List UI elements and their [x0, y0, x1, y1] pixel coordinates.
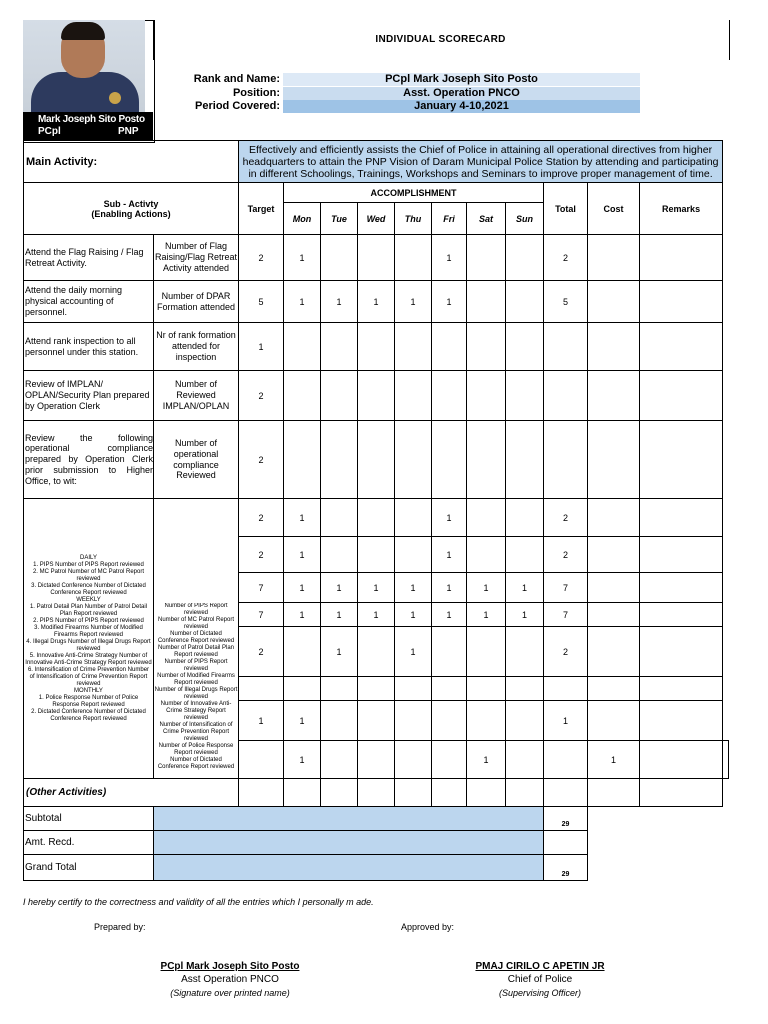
day-cell: 1 [321, 573, 358, 603]
list-item: Number of Patrol Detail Plan Report reviewed [157, 644, 235, 658]
day-cell [395, 701, 432, 741]
day-cell: 1 [284, 537, 321, 573]
table-row [24, 281, 729, 323]
total-cell [544, 677, 588, 701]
day-cell [284, 421, 321, 499]
day-cell [321, 371, 358, 421]
table-row [24, 235, 729, 281]
day-cell: 1 [284, 701, 321, 741]
grand-total-row [24, 855, 729, 881]
rank-name-value: PCpl Mark Joseph Sito Posto [283, 73, 640, 86]
remarks-cell [640, 323, 723, 371]
activity-cell: Attend rank inspection to all personnel under this station. [24, 323, 154, 371]
day-cell [467, 235, 506, 281]
day-cell [506, 281, 544, 323]
day-cell: 1 [467, 573, 506, 603]
day-cell [321, 537, 358, 573]
day-cell: 1 [321, 603, 358, 627]
activity-cell: Attend the Flag Raising / Flag Retreat Activity. [24, 235, 154, 281]
day-cell [358, 701, 395, 741]
target-header: Target [239, 183, 284, 235]
day-cell [321, 421, 358, 499]
amt-row [24, 831, 729, 855]
sub-activity-label: Sub - Activty [103, 198, 159, 209]
day-cell [321, 741, 358, 779]
indicator-cell: Number of Flag Raising/Flag Retreat Activity attended [154, 235, 239, 281]
position-value: Asst. Operation PNCO [283, 87, 640, 100]
amt-value [544, 831, 588, 855]
grand-total-fill [154, 855, 544, 881]
day-cell [358, 371, 395, 421]
scorecard-table [23, 140, 729, 881]
day-cell: 1 [432, 235, 467, 281]
remarks-cell [723, 741, 729, 779]
list-item: 2. MC Patrol Number of MC Patrol Report reviewed [32, 568, 145, 582]
preparer-position: Asst Operation PNCO [181, 974, 279, 985]
target-cell: 2 [239, 235, 284, 281]
remarks-cell [640, 603, 723, 627]
list-item: 1. Police Response Number of Police Response Report reviewed [38, 694, 139, 708]
total-cell: 2 [544, 235, 588, 281]
day-cell: 1 [395, 627, 432, 677]
list-item: 1. PIPS Number of PIPS Report reviewed [33, 561, 144, 568]
list-item: Number of PIPS Report reviewed [164, 658, 228, 672]
day-cell [506, 701, 544, 741]
indicator-cell [239, 741, 284, 779]
accomplishment-header: ACCOMPLISHMENT [284, 183, 544, 203]
target-cell: 2 [239, 499, 284, 537]
table-row [24, 499, 729, 537]
day-cell [284, 323, 321, 371]
subtotal-label: Subtotal [24, 807, 154, 831]
day-cell: 1 [284, 281, 321, 323]
day-cell [321, 677, 358, 701]
day-wed: Wed [358, 203, 395, 235]
cost-cell [588, 281, 640, 323]
day-cell [395, 235, 432, 281]
cost-cell [588, 537, 640, 573]
day-fri: Fri [432, 203, 467, 235]
subtotal-row [24, 807, 729, 831]
day-cell: 1 [358, 573, 395, 603]
day-cell [358, 421, 395, 499]
total-cell: 1 [588, 741, 640, 779]
remarks-cell [640, 281, 723, 323]
preparer-caption: (Signature over printed name) [170, 988, 290, 998]
total-cell: 2 [544, 537, 588, 573]
period-label: Period Covered: [195, 100, 280, 112]
target-cell: 1 [239, 323, 284, 371]
day-cell: 1 [395, 603, 432, 627]
cost-cell [640, 741, 723, 779]
remarks-cell [640, 421, 723, 499]
day-cell [544, 741, 588, 779]
photo-unit: PNP [118, 126, 139, 137]
grand-total-label: Grand Total [24, 855, 154, 881]
day-cell: 1 [321, 627, 358, 677]
remarks-cell [640, 371, 723, 421]
main-activity-label: Main Activity: [24, 141, 239, 183]
certification-text: I hereby certify to the correctness and validity of all the entries which I personally m ade. [23, 897, 374, 907]
approver-position: Chief of Police [507, 974, 573, 985]
activity-cell: Attend the daily morning physical accounting of personnel. [24, 281, 154, 323]
list-item: Number of Police Response Report reviewed [158, 742, 234, 756]
list-item: WEEKLY [76, 596, 101, 603]
list-item: Number of Dictated Conference Report reviewed [157, 756, 235, 770]
day-cell: 1 [432, 537, 467, 573]
day-cell: 1 [432, 499, 467, 537]
total-cell: 5 [544, 281, 588, 323]
total-cell: 1 [544, 701, 588, 741]
day-cell [395, 499, 432, 537]
activity-cell: Review the following operational compliance prepared by Operation Clerk prior submission to Higher Office, to wit: [24, 421, 154, 499]
day-cell [506, 371, 544, 421]
total-cell: 2 [544, 627, 588, 677]
indicator-list [154, 603, 239, 779]
list-item: 2. Dictated Conference Number of Dictated Conference Report reviewed [31, 708, 146, 722]
list-item: Number of Modified Firearms Report reviewed [157, 672, 235, 686]
day-cell [395, 323, 432, 371]
remarks-header: Remarks [640, 183, 723, 235]
day-cell [395, 537, 432, 573]
target-cell: 5 [239, 281, 284, 323]
day-cell [506, 537, 544, 573]
day-cell [467, 281, 506, 323]
day-cell: 1 [358, 603, 395, 627]
day-cell [321, 323, 358, 371]
day-cell [395, 421, 432, 499]
photo-rank: PCpl [38, 126, 61, 137]
total-cell [544, 323, 588, 371]
day-cell: 1 [395, 281, 432, 323]
total-cell: 7 [544, 603, 588, 627]
day-cell [467, 421, 506, 499]
rank-name-label: Rank and Name: [193, 73, 280, 85]
preparer-name: PCpl Mark Joseph Sito Posto [160, 961, 300, 972]
day-sat: Sat [467, 203, 506, 235]
target-cell: 1 [284, 741, 321, 779]
day-cell [506, 499, 544, 537]
cost-cell [588, 323, 640, 371]
day-cell: 1 [432, 281, 467, 323]
list-item: MONTHLY [74, 687, 103, 694]
photo-nameplate [23, 112, 153, 141]
cost-cell [588, 499, 640, 537]
day-cell [358, 537, 395, 573]
day-cell [358, 627, 395, 677]
day-cell [467, 499, 506, 537]
compliance-list [24, 499, 154, 779]
day-cell [467, 627, 506, 677]
remarks-cell [640, 677, 723, 701]
total-header: Total [544, 183, 588, 235]
table-row [24, 421, 729, 499]
day-cell [321, 235, 358, 281]
day-cell [506, 235, 544, 281]
list-item: Number of Illegal Drugs Report reviewed [154, 686, 238, 700]
day-cell: 1 [467, 603, 506, 627]
sub-activity-header [24, 183, 239, 235]
approver-name: PMAJ CIRILO C APETIN JR [475, 961, 605, 972]
indicator-cell: Number of operational compliance Reviewed [154, 421, 239, 499]
prepared-by-label: Prepared by: [94, 922, 146, 932]
day-cell: 1 [395, 573, 432, 603]
target-cell: 1 [239, 701, 284, 741]
remarks-cell [640, 701, 723, 741]
cost-cell [588, 701, 640, 741]
day-sun: Sun [506, 203, 544, 235]
list-item: 2. PIPS Number of PIPS Report reviewed [33, 617, 144, 624]
remarks-cell [640, 499, 723, 537]
profile-photo [23, 20, 145, 112]
day-cell [432, 701, 467, 741]
total-cell [544, 421, 588, 499]
target-cell: 2 [239, 537, 284, 573]
day-cell [467, 537, 506, 573]
list-item: 1. Patrol Detail Plan Number of Patrol Detail Plan Report reviewed [29, 603, 148, 617]
day-cell: 1 [284, 603, 321, 627]
list-item: DAILY [80, 554, 97, 561]
cost-cell [588, 603, 640, 627]
approver-caption: (Supervising Officer) [498, 988, 582, 998]
total-cell [544, 371, 588, 421]
list-item: 6. Intensification of Crime Prevention Number of Intensification of Crime Prevention Report reviewed [27, 666, 150, 687]
day-cell [506, 741, 544, 779]
day-cell [395, 371, 432, 421]
enabling-label: (Enabling Actions) [91, 208, 171, 219]
day-cell: 1 [321, 281, 358, 323]
day-cell [432, 371, 467, 421]
day-cell: 1 [432, 573, 467, 603]
target-cell: 2 [239, 371, 284, 421]
day-cell [358, 235, 395, 281]
cost-cell [588, 573, 640, 603]
day-tue: Tue [321, 203, 358, 235]
list-item: Number of PIPS Report reviewed [164, 602, 228, 616]
indicator-cell: Nr of rank formation attended for inspection [154, 323, 239, 371]
approved-by-label: Approved by: [401, 922, 455, 932]
day-cell [467, 323, 506, 371]
day-cell [432, 323, 467, 371]
day-cell [467, 677, 506, 701]
day-cell [321, 499, 358, 537]
grand-total-value: 29 [544, 855, 588, 881]
target-cell [239, 677, 284, 701]
table-row [24, 779, 729, 807]
day-cell [358, 499, 395, 537]
indicator-cell: Number of Reviewed IMPLAN/OPLAN [154, 371, 239, 421]
day-cell [467, 701, 506, 741]
table-row [24, 371, 729, 421]
day-cell [284, 371, 321, 421]
day-cell [506, 323, 544, 371]
subtotal-fill [154, 807, 544, 831]
list-item: 3. Dictated Conference Number of Dictated Conference Report reviewed [31, 582, 146, 596]
total-cell: 2 [544, 499, 588, 537]
period-value: January 4-10,2021 [283, 100, 640, 113]
day-cell [284, 627, 321, 677]
other-activities-label: (Other Activities) [24, 779, 239, 807]
day-cell [506, 677, 544, 701]
day-cell [506, 627, 544, 677]
amt-label: Amt. Recd. [24, 831, 154, 855]
remarks-cell [640, 627, 723, 677]
day-cell [432, 421, 467, 499]
cost-cell [588, 677, 640, 701]
day-cell [284, 677, 321, 701]
day-cell [432, 677, 467, 701]
page-title: INDIVIDUAL SCORECARD [375, 34, 506, 45]
target-cell: 7 [239, 603, 284, 627]
day-cell [467, 371, 506, 421]
day-thu: Thu [395, 203, 432, 235]
day-cell: 1 [284, 235, 321, 281]
day-cell: 1 [284, 573, 321, 603]
list-item: 4. Illegal Drugs Number of Illegal Drugs Report reviewed [26, 638, 151, 652]
day-cell [432, 741, 467, 779]
day-cell [358, 323, 395, 371]
day-cell: 1 [506, 603, 544, 627]
subtotal-value: 29 [544, 807, 588, 831]
photo-name: Mark Joseph Sito Posto [38, 114, 145, 125]
day-cell: 1 [358, 281, 395, 323]
day-cell: 1 [467, 741, 506, 779]
list-item: 5. Innovative Anti-Crime Strategy Number of Innovative Anti-Crime Strategy Report reviewed [25, 652, 152, 666]
remarks-cell [640, 235, 723, 281]
table-row [24, 323, 729, 371]
activity-cell: Review of IMPLAN/ OPLAN/Security Plan prepared by Operation Clerk [24, 371, 154, 421]
day-cell [358, 677, 395, 701]
list-item: Number of MC Patrol Report reviewed [157, 616, 235, 630]
day-cell: 1 [506, 573, 544, 603]
remarks-cell [640, 537, 723, 573]
day-mon: Mon [284, 203, 321, 235]
indicator-cell: Number of DPAR Formation attended [154, 281, 239, 323]
cost-cell [588, 235, 640, 281]
main-activity-text: Effectively and efficiently assists the Chief of Police in attaining all operational directives from higher headquarters to attain the PNP Vision of Daram Municipal Police Station by attending and participating in different Schoolings, Trainings, Workshops and Seminars to improve proper management of time. [239, 141, 723, 183]
list-item: Number of Intensification of Crime Prevention Report reviewed [159, 721, 233, 742]
day-cell [395, 741, 432, 779]
target-cell: 7 [239, 573, 284, 603]
position-label: Position: [232, 87, 280, 99]
cost-header: Cost [588, 183, 640, 235]
amt-fill [154, 831, 544, 855]
day-cell [358, 741, 395, 779]
day-cell [321, 701, 358, 741]
target-cell: 2 [239, 627, 284, 677]
total-cell: 7 [544, 573, 588, 603]
list-item: Number of Innovative Anti-Crime Strategy Report reviewed [160, 700, 232, 721]
cost-cell [588, 421, 640, 499]
remarks-cell [640, 573, 723, 603]
indicator-spacer [154, 499, 239, 603]
list-item: Number of Dictated Conference Report reviewed [157, 630, 235, 644]
day-cell [506, 421, 544, 499]
cost-cell [588, 627, 640, 677]
day-cell: 1 [432, 603, 467, 627]
list-item: 3. Modified Firearms Number of Modified Firearms Report reviewed [34, 624, 143, 638]
target-cell: 2 [239, 421, 284, 499]
day-cell [432, 627, 467, 677]
day-cell: 1 [284, 499, 321, 537]
day-cell [395, 677, 432, 701]
cost-cell [588, 371, 640, 421]
